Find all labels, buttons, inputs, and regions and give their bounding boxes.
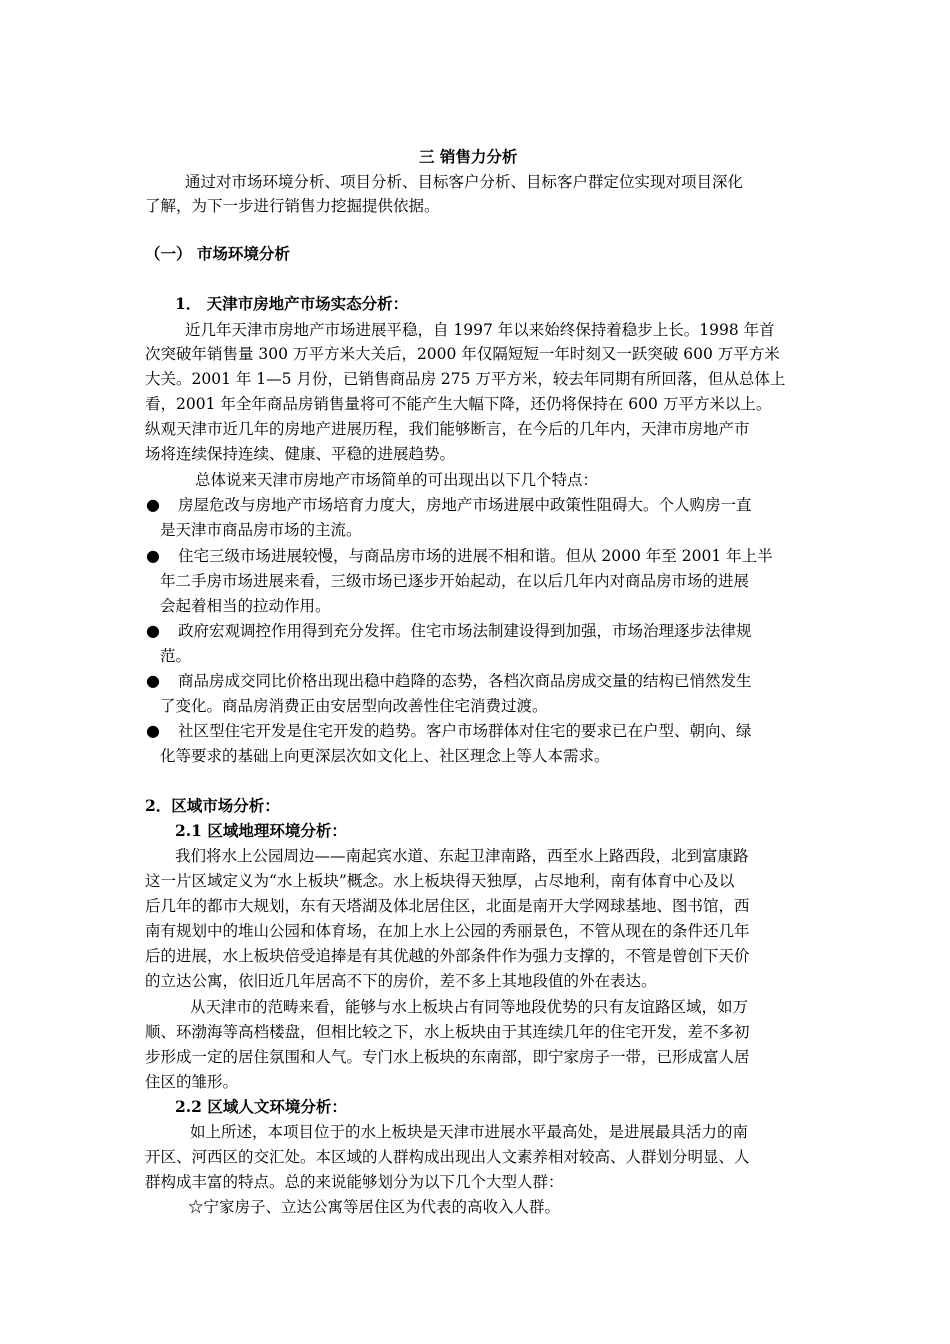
- bullet-line: 商品房成交同比价格出现出稳中趋降的态势，各档次商品房成交量的结构已悄然发生: [178, 672, 752, 690]
- paragraph-line: 群构成丰富的特点。总的来说能够划分为以下几个大型人群：: [145, 1173, 564, 1191]
- bullet-line: 会起着相当的拉动作用。: [160, 597, 331, 615]
- paragraph-line: 后几年的都市大规划，东有天塔湖及体北居住区，北面是南开大学网球基地、图书馆，西: [145, 897, 750, 915]
- paragraph-line: 步形成一定的居住氛围和人气。专门水上板块的东南部，即宁家房子一带，已形成富人居: [145, 1048, 750, 1066]
- bullet-line: 年二手房市场进展来看，三级市场已逐步开始起动，在以后几年内对商品房市场的进展: [160, 572, 750, 590]
- paragraph-line: 次突破年销售量 300 万平方米大关后，2000 年仅隔短短一年时刻又一跃突破 600 万平方米: [145, 345, 780, 363]
- paragraph-line: 后的进展，水上板块倍受追捧是有其优越的外部条件作为强力支撑的，不管是曾创下天价: [145, 947, 750, 965]
- paragraph-line: 如上所述，本项目位于的水上板块是天津市进展水平最高处，是进展最具活力的南: [190, 1123, 749, 1141]
- bullet-line: 住宅三级市场进展较慢，与商品房市场的进展不相和谐。但从 2000 年至 2001 年上半: [178, 547, 773, 565]
- bullet-icon: ●: [146, 495, 160, 514]
- bullet-line: 政府宏观调控作用得到充分发挥。住宅市场法制建设得到加强，市场治理逐步法律规: [178, 622, 752, 640]
- bullet-line: 化等要求的基础上向更深层次如文化上、社区理念上等人本需求。: [160, 747, 610, 765]
- bullet-line: 是天津市商品房市场的主流。: [160, 521, 362, 539]
- paragraph-line: ☆宁家房子、立达公寓等居住区为代表的高收入人群。: [188, 1198, 561, 1216]
- bullet-icon: ●: [146, 671, 160, 690]
- paragraph-line: 南有规划中的堆山公园和体育场，在加上水上公园的秀丽景色，不管从现在的条件还几年: [145, 922, 750, 940]
- bullet-line: 社区型住宅开发是住宅开发的趋势。客户市场群体对住宅的要求已在户型、朝向、绿: [178, 722, 752, 740]
- paragraph-line: 开区、河西区的交汇处。本区域的人群构成出现出人文素养相对较高、人群划分明显、人: [145, 1148, 750, 1166]
- paragraph-line: 顺、环渤海等高档楼盘，但相比较之下，水上板块由于其连续几年的住宅开发，差不多初: [145, 1023, 750, 1041]
- bullet-line: 房屋危改与房地产市场培育力度大，房地产市场进展中政策性阻碍大。个人购房一直: [178, 496, 752, 514]
- paragraph-line: 的立达公寓，依旧近几年居高不下的房价，差不多上其地段值的外在表达。: [145, 972, 657, 990]
- paragraph-line: 大关。2001 年 1—5 月份，已销售商品房 275 万平方米，较去年同期有所回落，但从总体上: [145, 370, 786, 388]
- bullet-icon: ●: [146, 721, 160, 740]
- paragraph-line: 这一片区域定义为“水上板块”概念。水上板块得天独厚，占尽地利，南有体育中心及以: [145, 872, 735, 890]
- paragraph-line: 场将连续保持连续、健康、平稳的进展趋势。: [145, 445, 456, 463]
- intro-line: 了解，为下一步进行销售力挖掘提供依据。: [145, 197, 440, 215]
- subsubsection-heading: 2.2 区域人文环境分析：: [175, 1097, 347, 1116]
- paragraph-line: 看，2001 年全年商品房销售量将可不能产生大幅下降，还仍将保持在 600 万平方米以上。: [145, 395, 772, 413]
- paragraph-line: 我们将水上公园周边——南起宾水道、东起卫津南路，西至水上路西段，北到富康路: [175, 847, 749, 865]
- bullet-line: 了变化。商品房消费正由安居型向改善性住宅消费过渡。: [160, 697, 548, 715]
- intro-line: 通过对市场环境分析、项目分析、目标客户分析、目标客户群定位实现对项目深化: [185, 173, 744, 191]
- bullet-line: 范。: [160, 647, 192, 665]
- subsubsection-heading: 2.1 区域地理环境分析：: [175, 821, 347, 840]
- subsection-heading: 2．区域市场分析：: [145, 796, 280, 815]
- paragraph-line: 近几年天津市房地产市场进展平稳，自 1997 年以来始终保持着稳步上长。1998 年首: [185, 321, 775, 339]
- paragraph-line: 从天津市的范畴来看，能够与水上板块占有同等地段优势的只有友谊路区域，如万: [190, 998, 749, 1016]
- bullet-icon: ●: [146, 546, 160, 565]
- section-heading: （一） 市场环境分析: [145, 244, 290, 263]
- paragraph-line: 总体说来天津市房地产市场简单的可出现出以下几个特点：: [195, 471, 599, 489]
- paragraph-line: 住区的雏形。: [145, 1073, 239, 1091]
- subsection-heading: 1． 天津市房地产市场实态分析：: [175, 294, 409, 313]
- bullet-icon: ●: [146, 621, 160, 640]
- paragraph-line: 纵观天津市近几年的房地产进展历程，我们能够断言，在今后的几年内，天津市房地产市: [145, 420, 750, 438]
- page-title: 三 销售力分析: [419, 147, 518, 166]
